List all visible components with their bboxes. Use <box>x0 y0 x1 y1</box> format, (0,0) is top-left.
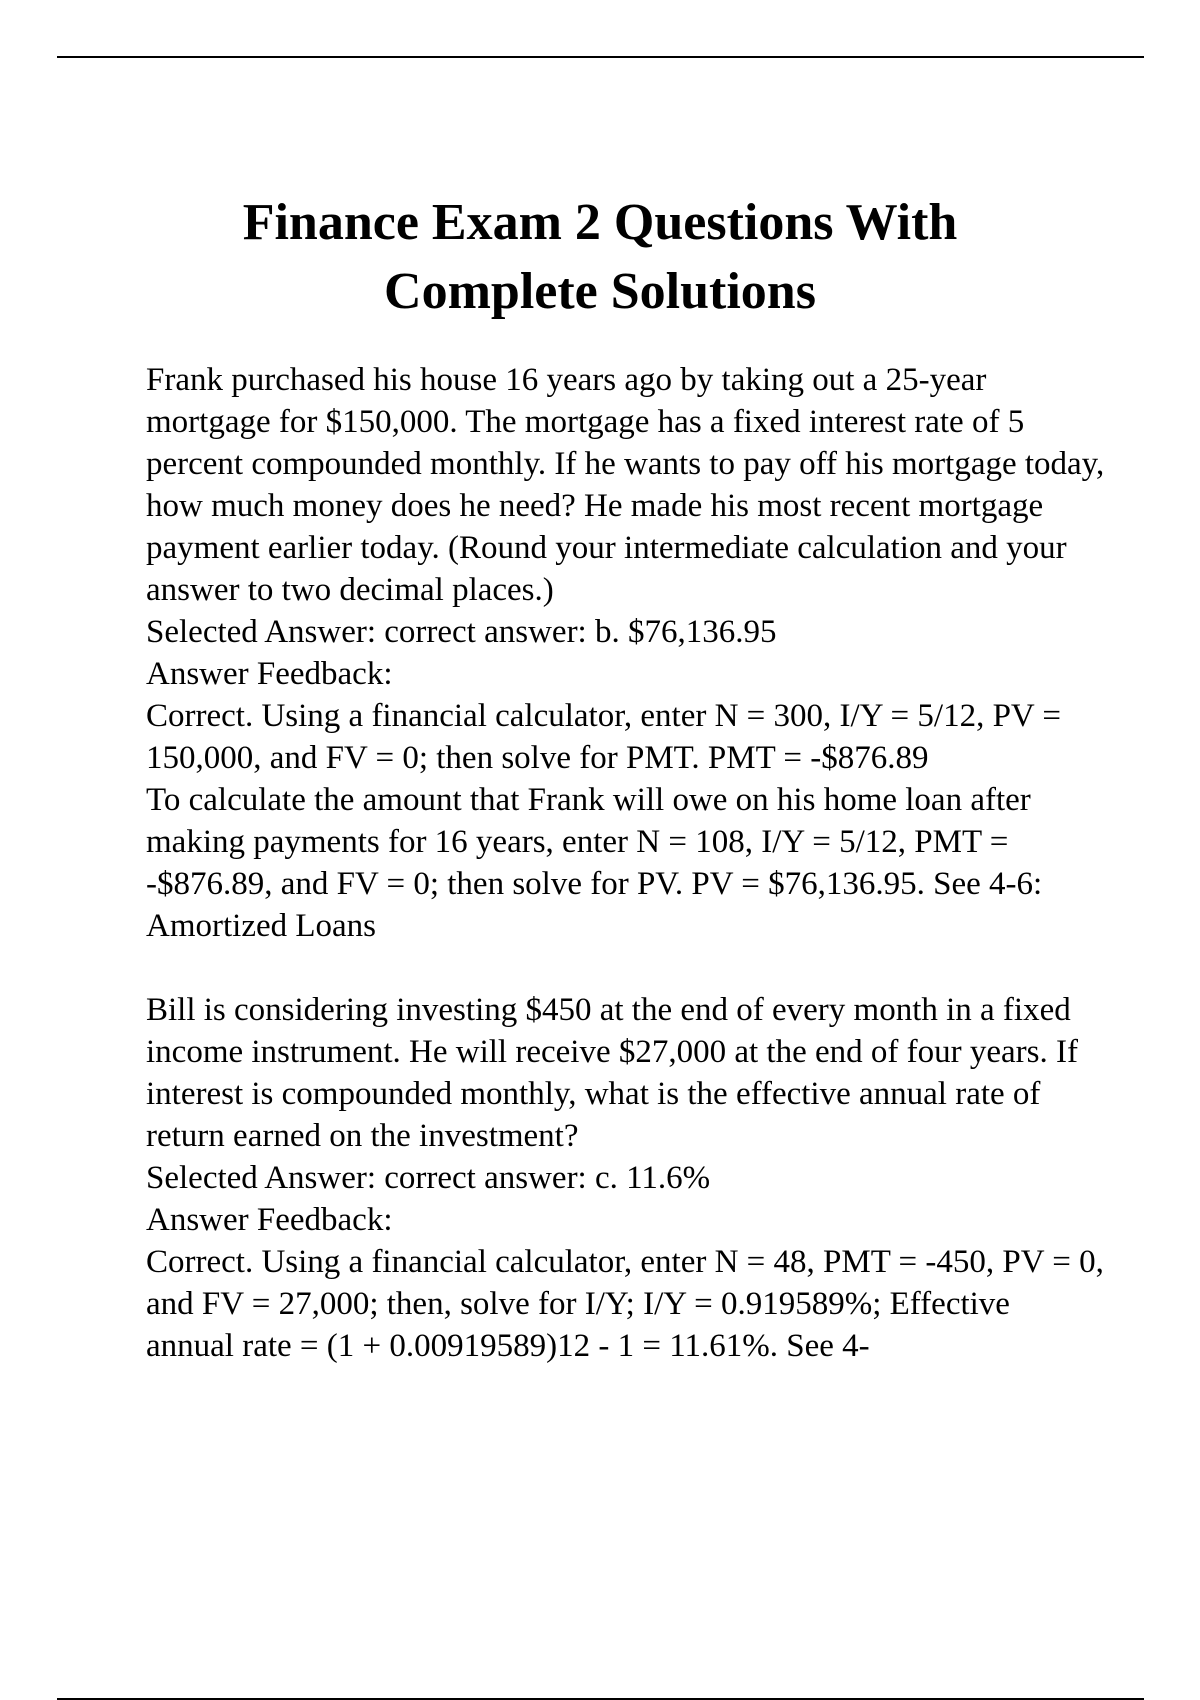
question-1-feedback-1: Correct. Using a financial calculator, enter N = 300, I/Y = 5/12, PV = 150,000, and FV = 0; then solve for PMT. PMT = -$876.89 <box>146 698 1062 776</box>
question-1 <box>146 359 1106 947</box>
question-1-selected-answer: Selected Answer: correct answer: b. $76,136.95 <box>146 614 777 650</box>
top-rule <box>57 56 1144 58</box>
question-2-selected-answer: Selected Answer: correct answer: c. 11.6% <box>146 1160 711 1196</box>
document-body <box>146 359 1106 1367</box>
question-1-feedback-label: Answer Feedback: <box>146 656 393 692</box>
question-2 <box>146 989 1106 1367</box>
section-gap <box>146 947 1106 989</box>
question-1-prompt: Frank purchased his house 16 years ago by taking out a 25-year mortgage for $150,000. The mortgage has a fixed interest rate of 5 percent compounded monthly. If he wants to pay off his mortgage today, how much money does he need? He made his most recent mortgage payment earlier today. (Round your intermediate calculation and your answer to two decimal places.) <box>146 362 1105 608</box>
document-title <box>100 188 1100 326</box>
question-2-feedback-label: Answer Feedback: <box>146 1202 393 1238</box>
question-1-feedback-2: To calculate the amount that Frank will owe on his home loan after making payments for 16 years, enter N = 108, I/Y = 5/12, PMT = -$876.89, and FV = 0; then solve for PV. PV = $76,136.95. See 4-6: Amortized Loans <box>146 782 1043 944</box>
question-2-feedback-1: Correct. Using a financial calculator, enter N = 48, PMT = -450, PV = 0, and FV = 27,000; then, solve for I/Y; I/Y = 0.919589%; Effective annual rate = (1 + 0.00919589)12 - 1 = 11.61%. See 4- <box>146 1244 1104 1364</box>
question-2-prompt: Bill is considering investing $450 at the end of every month in a fixed income instrument. He will receive $27,000 at the end of four years. If interest is compounded monthly, what is the effective annual rate of return earned on the investment? <box>146 992 1078 1154</box>
title-line-2: Complete Solutions <box>384 263 816 320</box>
title-line-1: Finance Exam 2 Questions With <box>242 194 958 251</box>
